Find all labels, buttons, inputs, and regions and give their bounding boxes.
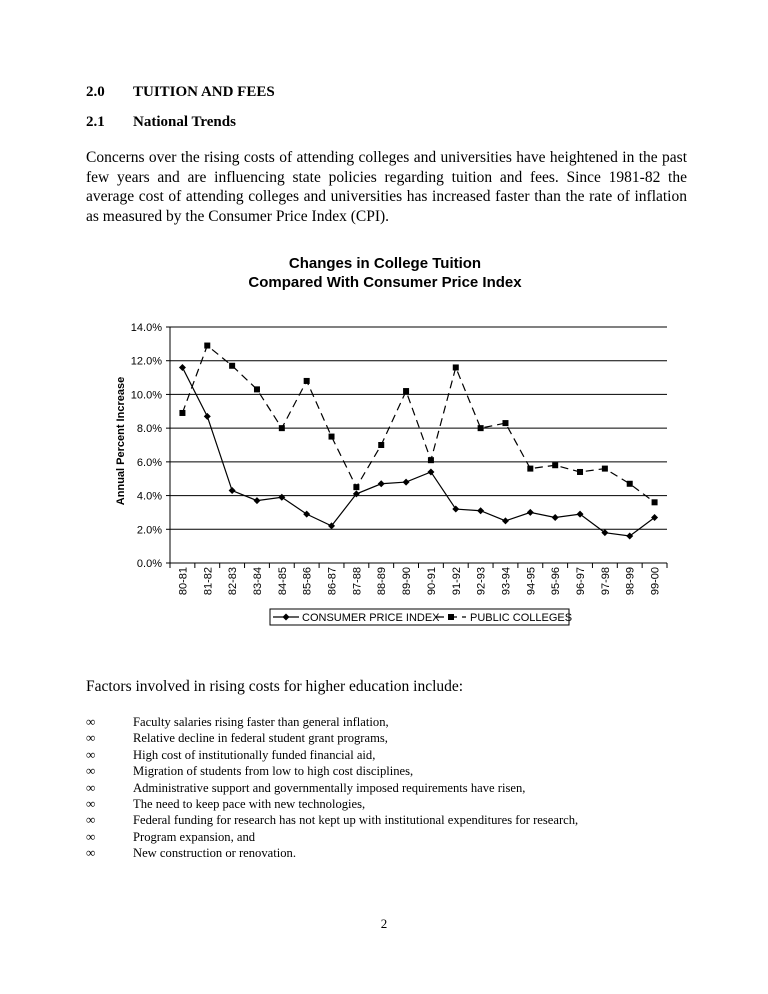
- y-tick-label: 0.0%: [136, 558, 162, 570]
- factor-text: Administrative support and governmentally imposed requirements have risen,: [133, 780, 526, 795]
- section-number: 2.0: [86, 84, 105, 100]
- series-line: [182, 367, 654, 536]
- y-tick-label: 10.0%: [130, 389, 162, 402]
- data-point-diamond: [452, 506, 459, 513]
- subsection-number: 2.1: [86, 114, 105, 130]
- infinity-bullet-icon: ∞: [86, 763, 96, 779]
- data-point-diamond: [378, 480, 385, 487]
- data-point-square: [279, 425, 285, 431]
- factors-list: [86, 714, 578, 862]
- x-tick-label: 94-95: [525, 567, 538, 596]
- data-point-diamond: [427, 468, 434, 475]
- x-tick-label: 86-87: [326, 567, 339, 596]
- data-point-square: [378, 442, 384, 448]
- x-tick-label: 85-86: [301, 567, 314, 596]
- infinity-bullet-icon: ∞: [86, 746, 96, 762]
- factors-intro: Factors involved in rising costs for higher education include:: [86, 678, 464, 695]
- data-point-diamond: [552, 514, 559, 521]
- data-point-square: [229, 363, 235, 369]
- factor-item: [86, 730, 578, 746]
- x-tick-label: 96-97: [575, 567, 588, 596]
- factor-item: [86, 796, 578, 812]
- x-tick-label: 89-90: [401, 567, 414, 596]
- infinity-bullet-icon: ∞: [86, 828, 96, 844]
- factor-item: [86, 763, 578, 779]
- data-point-square: [179, 410, 185, 416]
- data-point-diamond: [403, 479, 410, 486]
- factor-text: New construction or renovation.: [133, 846, 296, 861]
- factor-text: Relative decline in federal student grant programs,: [133, 731, 388, 746]
- infinity-bullet-icon: ∞: [86, 812, 96, 828]
- series-public-colleges: [179, 343, 657, 506]
- factor-item: [86, 714, 578, 730]
- factor-item: [86, 747, 578, 763]
- x-tick-label: 83-84: [251, 567, 264, 596]
- data-point-diamond: [253, 497, 260, 504]
- data-point-square: [627, 481, 633, 487]
- x-tick-label: 90-91: [425, 567, 438, 596]
- y-tick-label: 6.0%: [136, 456, 162, 469]
- factor-item: [86, 829, 578, 845]
- factor-item: [86, 780, 578, 796]
- data-point-square: [602, 466, 608, 472]
- y-tick-label: 12.0%: [130, 355, 162, 368]
- y-tick-label: 14.0%: [130, 322, 162, 334]
- factor-text: The need to keep pace with new technologies,: [133, 797, 366, 812]
- x-tick-label: 91-92: [450, 567, 463, 596]
- x-tick-label: 81-82: [202, 567, 215, 596]
- data-point-square: [428, 457, 434, 463]
- x-tick-label: 92-93: [475, 567, 488, 596]
- x-tick-label: 80-81: [177, 567, 190, 596]
- series-consumer-price-index: [179, 364, 658, 540]
- infinity-bullet-icon: ∞: [86, 845, 96, 861]
- data-point-square: [478, 425, 484, 431]
- data-point-diamond: [204, 413, 211, 420]
- factor-item: [86, 812, 578, 828]
- legend: [270, 609, 572, 625]
- factor-text: Migration of students from low to high cost disciplines,: [133, 764, 414, 779]
- factor-text: Program expansion, and: [133, 829, 256, 844]
- data-point-square: [254, 386, 260, 392]
- data-point-square: [353, 484, 359, 490]
- page-number: 2: [380, 916, 388, 931]
- x-tick-label: 88-89: [376, 567, 389, 596]
- y-axis-label: Annual Percent Increase: [115, 376, 127, 506]
- series-line: [182, 346, 654, 503]
- x-tick-label: 95-96: [550, 567, 563, 596]
- legend-marker-square: [448, 614, 454, 620]
- y-tick-label: 4.0%: [136, 490, 162, 503]
- y-tick-label: 8.0%: [136, 423, 162, 436]
- data-point-square: [304, 378, 310, 384]
- x-tick-label: 97-98: [599, 567, 612, 596]
- legend-label-cpi: CONSUMER PRICE INDEX: [302, 612, 440, 624]
- infinity-bullet-icon: ∞: [86, 796, 96, 812]
- intro-paragraph: Concerns over the rising costs of attending colleges and universities have heightened in the past few years and are influencing state policies regarding tuition and fees. Since 1981-82 the average cost of attending colleges and universities has increased faster than the rate of inflation as measured by the Consumer Price Index (CPI).: [86, 149, 687, 225]
- x-tick-label: 87-88: [351, 567, 364, 596]
- x-tick-label: 82-83: [227, 567, 240, 596]
- x-tick-label: 99-00: [649, 567, 662, 596]
- chart-subtitle: Compared With Consumer Price Index: [248, 274, 522, 291]
- data-point-square: [453, 364, 459, 370]
- data-point-square: [577, 469, 583, 475]
- data-point-diamond: [527, 509, 534, 516]
- data-point-diamond: [303, 511, 310, 518]
- legend-label-public: PUBLIC COLLEGES: [470, 612, 573, 624]
- data-point-square: [552, 462, 558, 468]
- data-point-square: [204, 343, 210, 349]
- data-point-square: [502, 420, 508, 426]
- data-point-diamond: [477, 507, 484, 514]
- chart-title: Changes in College Tuition: [288, 255, 482, 272]
- factor-item: [86, 845, 578, 861]
- y-tick-label: 2.0%: [136, 524, 162, 537]
- data-point-square: [527, 466, 533, 472]
- data-point-diamond: [502, 517, 509, 524]
- data-point-diamond: [229, 487, 236, 494]
- factor-text: Federal funding for research has not kept up with institutional expenditures for research,: [133, 813, 579, 828]
- x-tick-label: 98-99: [624, 567, 637, 596]
- data-point-diamond: [179, 364, 186, 371]
- data-point-diamond: [278, 494, 285, 501]
- x-tick-label: 84-85: [276, 567, 289, 596]
- section-title: TUITION AND FEES: [133, 84, 275, 100]
- data-point-square: [403, 388, 409, 394]
- infinity-bullet-icon: ∞: [86, 730, 96, 746]
- data-point-square: [329, 434, 335, 440]
- x-tick-label: 93-94: [500, 567, 513, 596]
- factor-text: Faculty salaries rising faster than general inflation,: [133, 715, 389, 729]
- data-point-square: [652, 499, 658, 505]
- factor-text: High cost of institutionally funded financial aid,: [133, 747, 376, 762]
- infinity-bullet-icon: ∞: [86, 714, 96, 729]
- infinity-bullet-icon: ∞: [86, 779, 96, 795]
- subsection-title: National Trends: [133, 114, 236, 130]
